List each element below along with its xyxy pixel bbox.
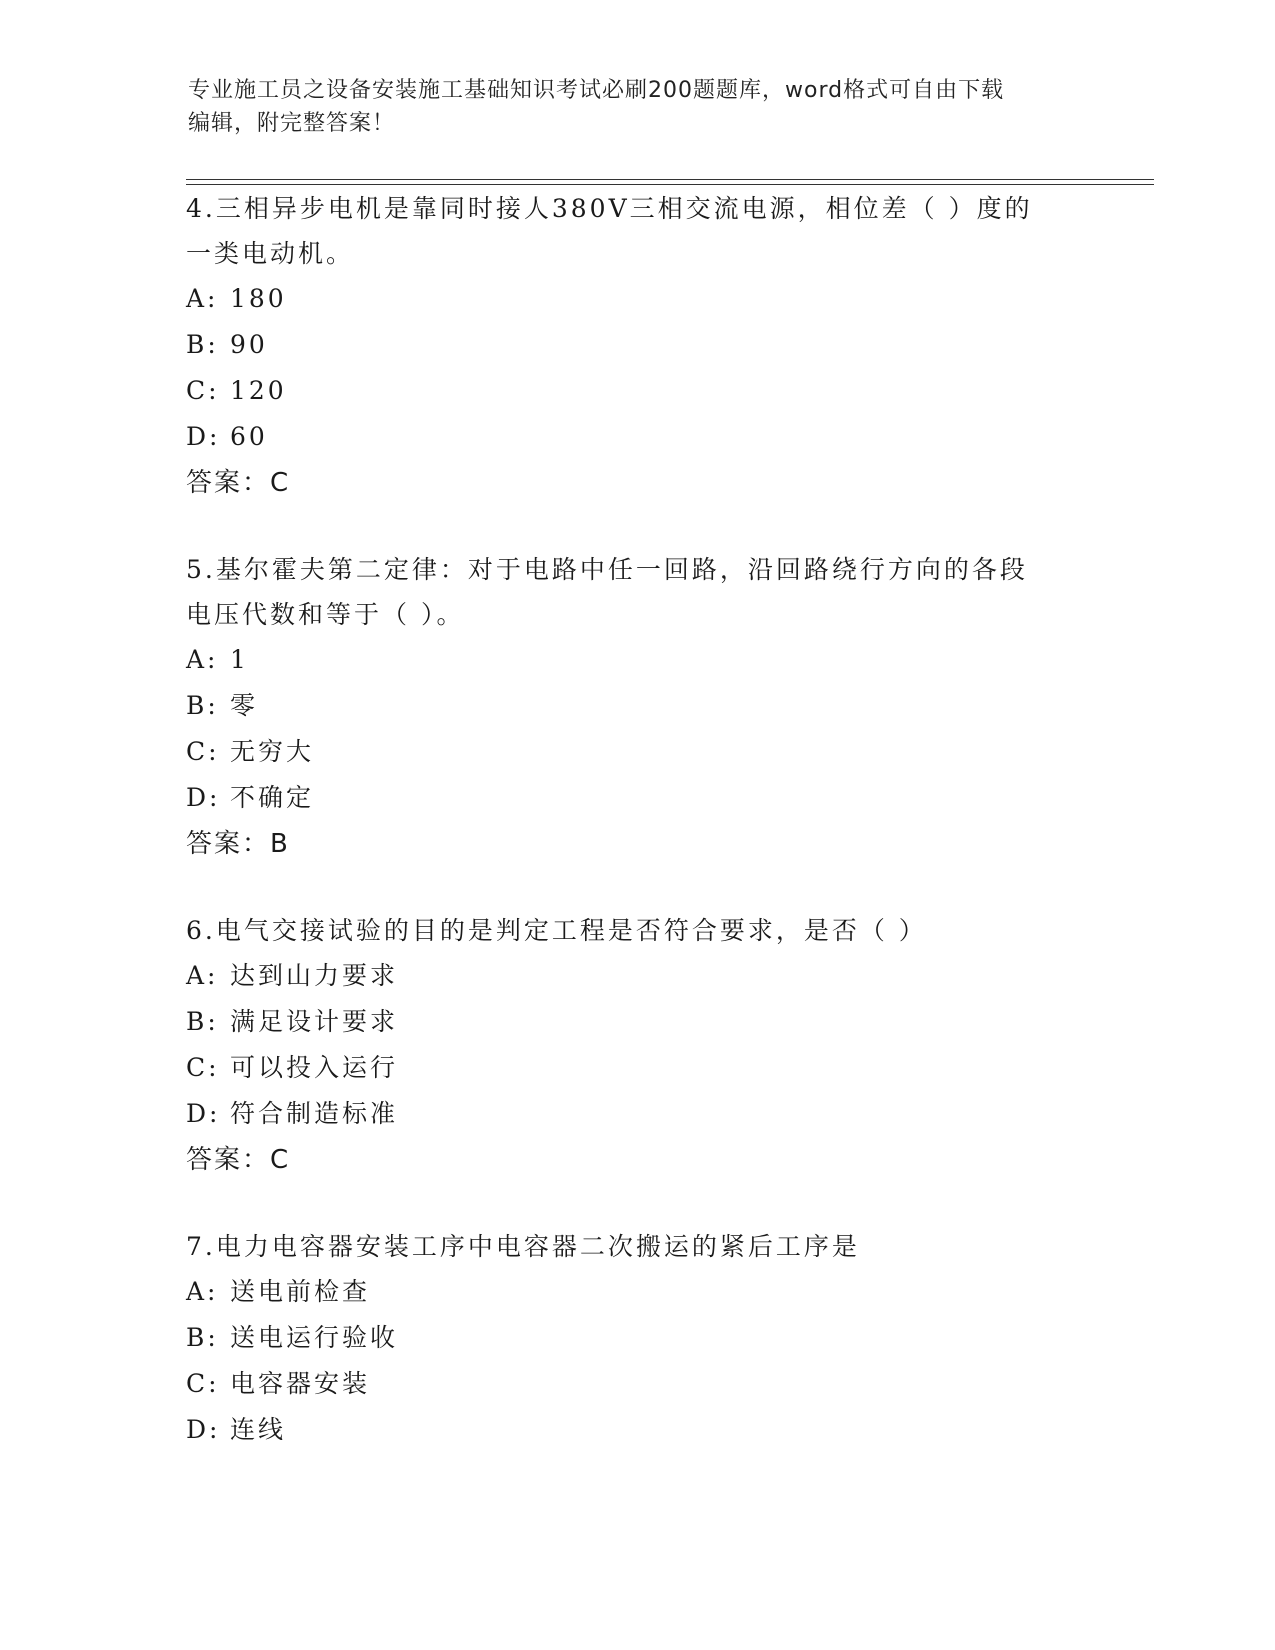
option-key: A:	[186, 284, 219, 313]
option-a	[186, 637, 1086, 683]
question-stem-line: 7.电力电容器安装工序中电容器二次搬运的紧后工序是	[186, 1232, 860, 1261]
question-4	[186, 186, 1086, 506]
header-line-1: 专业施工员之设备安装施工基础知识考试必刷200题题库，word格式可自由下载	[188, 78, 1005, 103]
answer-line: 答案：B	[186, 829, 290, 859]
option-b	[186, 322, 1086, 368]
option-b	[186, 1315, 1086, 1361]
question-6	[186, 908, 1086, 1183]
option-key: C:	[186, 376, 220, 405]
option-key: B:	[186, 1323, 219, 1352]
option-text: 60	[230, 422, 268, 451]
question-5	[186, 547, 1086, 867]
question-7	[186, 1224, 1086, 1453]
option-key: B:	[186, 1007, 219, 1036]
option-c	[186, 1045, 1086, 1091]
option-text: 符合制造标准	[230, 1099, 399, 1128]
option-c	[186, 368, 1086, 414]
question-stem-line: 5.基尔霍夫第二定律：对于电路中任一回路，沿回路绕行方向的各段	[186, 555, 1028, 584]
option-key: B:	[186, 330, 219, 359]
option-key: D:	[186, 1099, 221, 1128]
option-d	[186, 1091, 1086, 1137]
option-text: 达到山力要求	[230, 961, 399, 990]
option-text: 送电运行验收	[230, 1323, 399, 1352]
option-d	[186, 1407, 1086, 1453]
option-key: D:	[186, 783, 221, 812]
option-text: 无穷大	[230, 737, 315, 766]
option-text: 满足设计要求	[230, 1007, 399, 1036]
question-stem-line: 一类电动机。	[186, 239, 355, 268]
option-key: D:	[186, 1415, 221, 1444]
option-a	[186, 276, 1086, 322]
option-text: 零	[230, 691, 259, 720]
answer-line: 答案：C	[186, 468, 291, 498]
option-text: 90	[230, 330, 268, 359]
option-key: D:	[186, 422, 221, 451]
option-text: 180	[230, 284, 287, 313]
header-divider-bottom	[186, 184, 1154, 185]
option-d	[186, 414, 1086, 460]
option-d	[186, 775, 1086, 821]
option-text: 不确定	[230, 783, 315, 812]
header-divider-top	[186, 179, 1154, 180]
option-text: 1	[230, 645, 249, 674]
option-key: A:	[186, 1277, 219, 1306]
option-text: 电容器安装	[230, 1369, 371, 1398]
option-text: 连线	[230, 1415, 287, 1444]
option-a	[186, 1269, 1086, 1315]
option-text: 120	[230, 376, 287, 405]
document-header	[188, 74, 1068, 140]
answer-line: 答案：C	[186, 1145, 291, 1175]
option-key: C:	[186, 1053, 220, 1082]
option-b	[186, 999, 1086, 1045]
option-text: 可以投入运行	[230, 1053, 399, 1082]
question-stem-line: 6.电气交接试验的目的是判定工程是否符合要求，是否（ ）	[186, 916, 927, 945]
question-stem-line: 4.三相异步电机是靠同时接人380V三相交流电源，相位差（ ）度的	[186, 194, 1033, 223]
header-line-2: 编辑，附完整答案！	[188, 111, 396, 136]
option-a	[186, 953, 1086, 999]
option-key: B:	[186, 691, 219, 720]
option-key: A:	[186, 645, 219, 674]
option-c	[186, 729, 1086, 775]
option-key: C:	[186, 1369, 220, 1398]
option-text: 送电前检查	[230, 1277, 371, 1306]
question-stem-line: 电压代数和等于（ ）。	[186, 600, 465, 629]
option-b	[186, 683, 1086, 729]
option-c	[186, 1361, 1086, 1407]
option-key: A:	[186, 961, 219, 990]
option-key: C:	[186, 737, 220, 766]
